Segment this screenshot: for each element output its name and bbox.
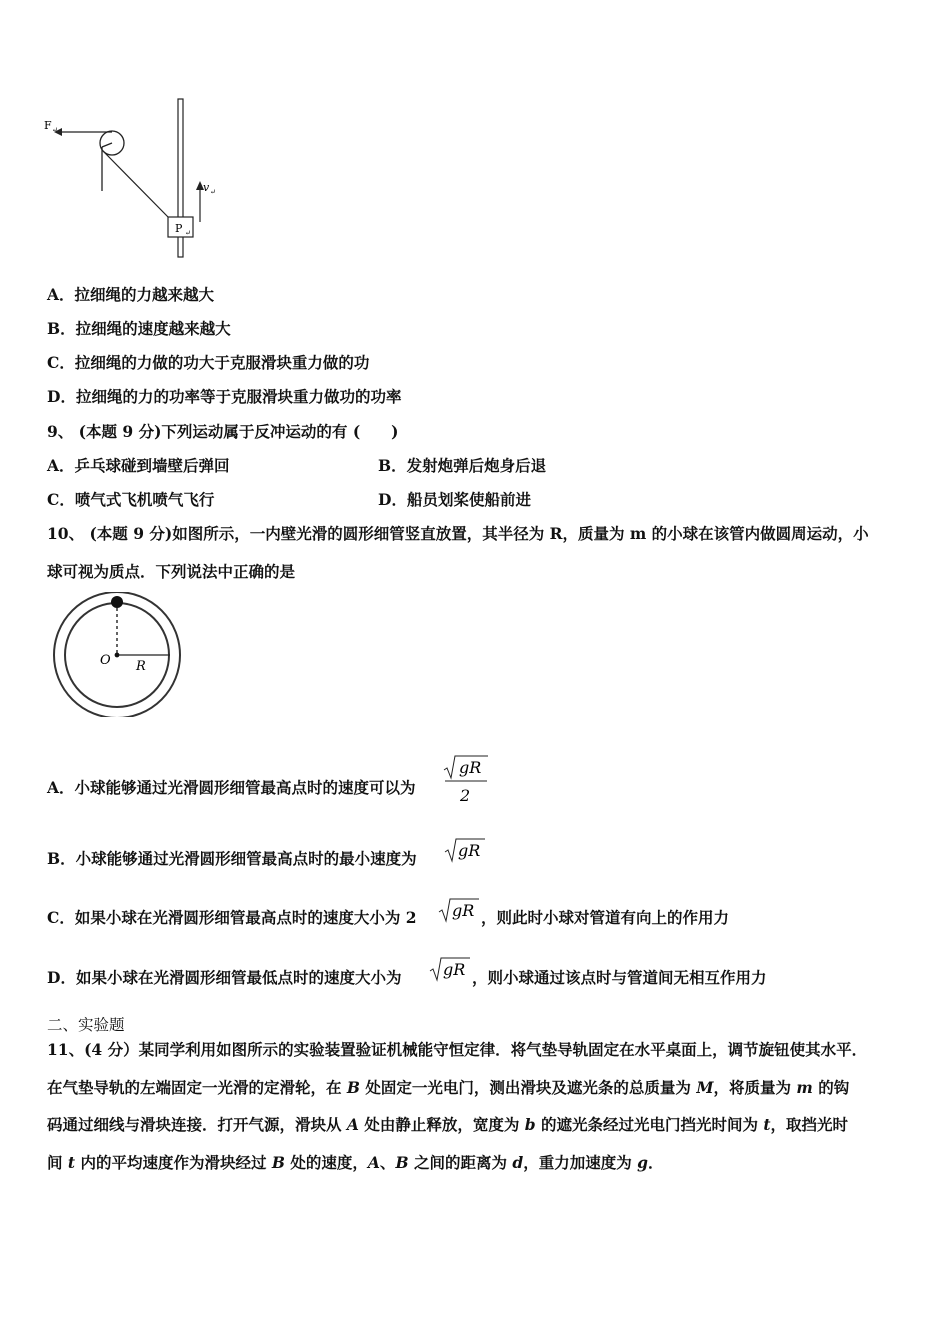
svg-text:gR: gR (458, 841, 481, 860)
ball (111, 596, 123, 608)
center-label: O (100, 653, 111, 668)
svg-text:↵: ↵ (52, 126, 58, 134)
radius-label: R (136, 659, 146, 674)
q10-stem-line2: 球可视为质点．下列说法中正确的是 (47, 562, 296, 581)
q9-option-b: B．发射炮弹后炮身后退 (378, 456, 547, 475)
q10-option-c-pre: C．如果小球在光滑圆形细管最高点时的速度大小为 2 (47, 908, 417, 927)
pulley-rail-diagram (40, 95, 230, 265)
section-title: 二、实验题 (47, 1016, 125, 1034)
q11-line2: 在气垫导轨的左端固定一光滑的定滑轮，在 B 处固定一光电门，测出滑块及遮光条的总质量为 M，将质量为 m 的钩 (47, 1078, 850, 1097)
q10-option-b: B．小球能够通过光滑圆形细管最高点时的最小速度为 (47, 849, 417, 868)
q8-option-b: B．拉细绳的速度越来越大 (47, 319, 231, 338)
q10-option-d-post: ，则小球通过该点时与管道间无相互作用力 (472, 968, 767, 987)
math-sqrt-gr-b (443, 836, 487, 866)
q10-option-d-pre: D．如果小球在光滑圆形细管最低点时的速度大小为 (47, 968, 402, 987)
q9-option-c: C．喷气式飞机喷气飞行 (47, 490, 215, 509)
q10-option-a (47, 778, 416, 798)
math-sqrt-gr-d (428, 955, 472, 985)
svg-text:gR: gR (443, 960, 466, 979)
q11-line1: 11、(4 分）某同学利用如图所示的实验装置验证机械能守恒定律．将气垫导轨固定在水平桌面上，调节旋钮使其水平． (47, 1040, 868, 1059)
q9-option-d: D．船员划桨使船前进 (378, 490, 531, 509)
q9-stem: 9、 (本题 9 分)下列运动属于反冲运动的有 ( ) (47, 422, 399, 441)
force-label: F (44, 119, 52, 132)
q11-line4: 间 t 内的平均速度作为滑块经过 B 处的速度，A、B 之间的距离为 d，重力加速度为 g． (47, 1153, 664, 1172)
q9-option-a: A．乒乓球碰到墙壁后弹回 (47, 456, 230, 475)
svg-text:gR: gR (452, 901, 475, 920)
velocity-label: v (203, 181, 210, 194)
q11-line3: 码通过细线与滑块连接．打开气源，滑块从 A 处由静止释放，宽度为 b 的遮光条经过光电门挡光时间为 t，取挡光时 (47, 1115, 849, 1134)
q8-option-d: D．拉细绳的力的功率等于克服滑块重力做功的功率 (47, 387, 402, 406)
q8-option-a: A．拉细绳的力越来越大 (47, 285, 215, 304)
q8-option-c: C．拉细绳的力做的功大于克服滑块重力做的功 (47, 353, 370, 372)
a-math-den: 2 (460, 786, 471, 805)
a-math-num: gR (459, 758, 482, 777)
pulley-arm (102, 143, 112, 147)
q10-option-a-text: A．小球能够通过光滑圆形细管最高点时的速度可以为 (47, 778, 416, 797)
block-label: P (175, 222, 183, 235)
center-point (115, 653, 120, 658)
q10-option-c-post: ，则此时小球对管道有向上的作用力 (481, 908, 730, 927)
q10-stem-line1: 10、 (本题 9 分)如图所示，一内壁光滑的圆形细管竖直放置，其半径为 R，质量为 m 的小球在该管内做圆周运动，小 (47, 524, 869, 543)
math-sqrt-gr-over-2 (442, 752, 492, 808)
svg-text:↵: ↵ (185, 229, 191, 237)
svg-text:↵: ↵ (210, 188, 216, 196)
rope-diagonal (104, 152, 170, 219)
circular-tube-diagram (44, 592, 189, 717)
math-sqrt-gr-c (437, 896, 481, 926)
